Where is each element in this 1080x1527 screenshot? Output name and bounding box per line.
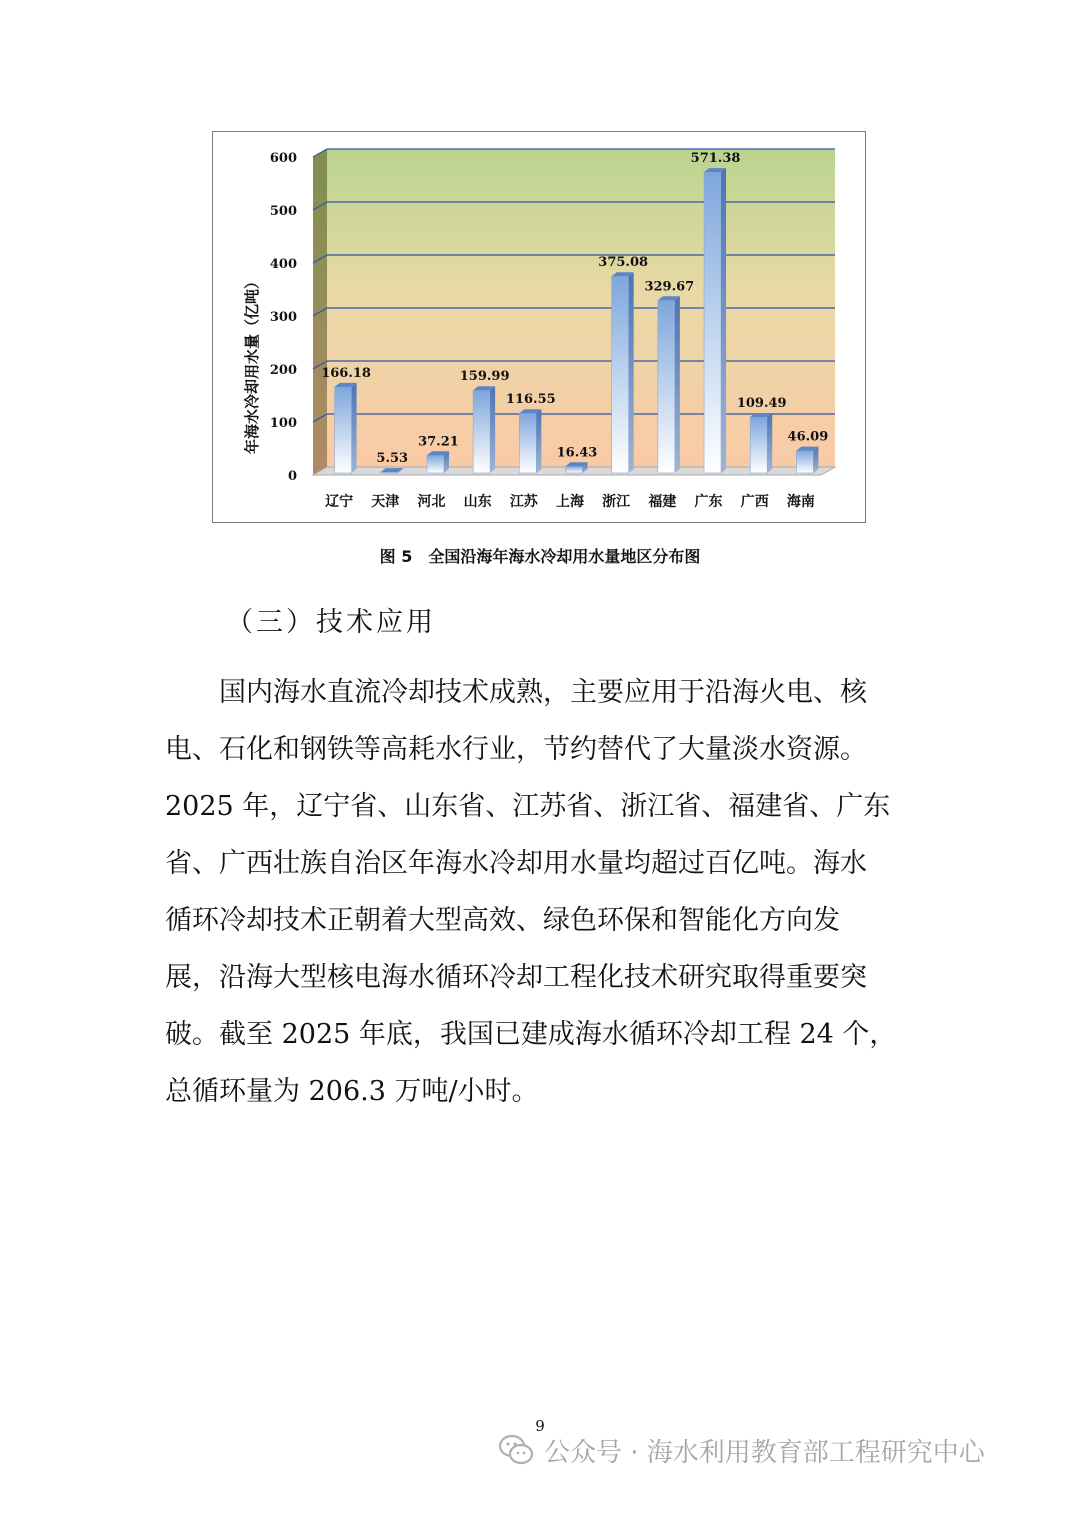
bar — [658, 300, 675, 473]
y-tick-label: 0 — [287, 469, 297, 484]
y-axis-label: 年海水冷却用水量（亿吨） — [243, 273, 261, 455]
bar — [335, 387, 352, 473]
section-heading: （三）技术应用 — [226, 607, 436, 638]
bar-side — [813, 447, 818, 473]
bar — [381, 472, 398, 473]
bar-chart — [213, 132, 865, 522]
body-paragraph — [165, 664, 913, 1120]
x-tick-label: 浙江 — [602, 494, 631, 510]
paragraph-line: 省、广西壮族自治区年海水冷却用水量均超过百亿吨。海水 — [165, 848, 867, 879]
y-tick-label: 500 — [269, 204, 297, 219]
bar-side — [721, 168, 726, 473]
x-tick-label: 辽宁 — [325, 494, 354, 510]
data-label: 37.21 — [418, 434, 459, 450]
y-tick-label: 600 — [269, 151, 297, 166]
data-label: 159.99 — [459, 369, 510, 385]
y-tick-label: 100 — [269, 416, 297, 431]
paragraph-line: 总循环量为 206.3 万吨/小时。 — [165, 1076, 539, 1107]
bar-side — [536, 409, 541, 473]
data-label: 166.18 — [321, 365, 371, 381]
x-tick-label: 上海 — [556, 494, 584, 510]
x-tick-label: 海南 — [786, 494, 815, 510]
y-tick-label: 300 — [269, 310, 297, 325]
data-label: 16.43 — [556, 445, 598, 461]
paragraph-line: 循环冷却技术正朝着大型高效、绿色环保和智能化方向发 — [165, 905, 840, 936]
data-label: 46.09 — [787, 429, 829, 445]
bar — [796, 451, 813, 473]
data-label: 375.08 — [598, 255, 649, 271]
bar — [427, 455, 444, 473]
x-tick-label: 广西 — [740, 494, 769, 510]
bar — [750, 417, 767, 473]
paragraph-line: 展，沿海大型核电海水循环冷却工程化技术研究取得重要突 — [165, 962, 867, 993]
x-tick-label: 天津 — [371, 494, 400, 510]
chart-frame — [212, 131, 866, 523]
x-tick-label: 河北 — [417, 494, 446, 510]
paragraph-line: 破。截至 2025 年底，我国已建成海水循环冷却工程 24 个， — [165, 1019, 897, 1050]
bar-side — [767, 413, 772, 473]
bar-side — [352, 383, 357, 473]
data-label: 116.55 — [505, 392, 556, 408]
bar-side — [629, 272, 634, 473]
bar-side — [675, 296, 680, 473]
data-label: 109.49 — [736, 395, 787, 411]
paragraph-line: 2025 年，辽宁省、山东省、江苏省、浙江省、福建省、广东 — [165, 791, 891, 822]
bar-side — [490, 386, 495, 473]
bar — [519, 413, 536, 473]
bar — [612, 276, 629, 473]
watermark-text: 公众号 · 海水利用教育部工程研究中心 — [544, 1437, 985, 1468]
paragraph-line: 国内海水直流冷却技术成熟，主要应用于沿海火电、核 — [165, 677, 867, 708]
watermark — [498, 1428, 985, 1472]
x-tick-label: 山东 — [463, 494, 492, 510]
data-label: 329.67 — [644, 279, 695, 295]
data-label: 571.38 — [690, 151, 741, 167]
paragraph-line: 电、石化和钢铁等高耗水行业，节约替代了大量淡水资源。 — [165, 734, 867, 765]
y-tick-label: 400 — [269, 257, 297, 272]
bar — [473, 390, 490, 473]
x-tick-label: 广东 — [694, 494, 723, 510]
x-tick-label: 福建 — [648, 494, 677, 510]
data-label: 5.53 — [376, 451, 409, 467]
bar — [566, 466, 583, 473]
figure-caption: 图 5 全国沿海年海水冷却用水量地区分布图 — [379, 547, 701, 566]
x-tick-label: 江苏 — [509, 494, 538, 510]
bar — [704, 172, 721, 473]
y-tick-label: 200 — [269, 363, 297, 378]
wechat-icon — [498, 1433, 534, 1467]
page-number: 9 — [535, 1417, 545, 1435]
